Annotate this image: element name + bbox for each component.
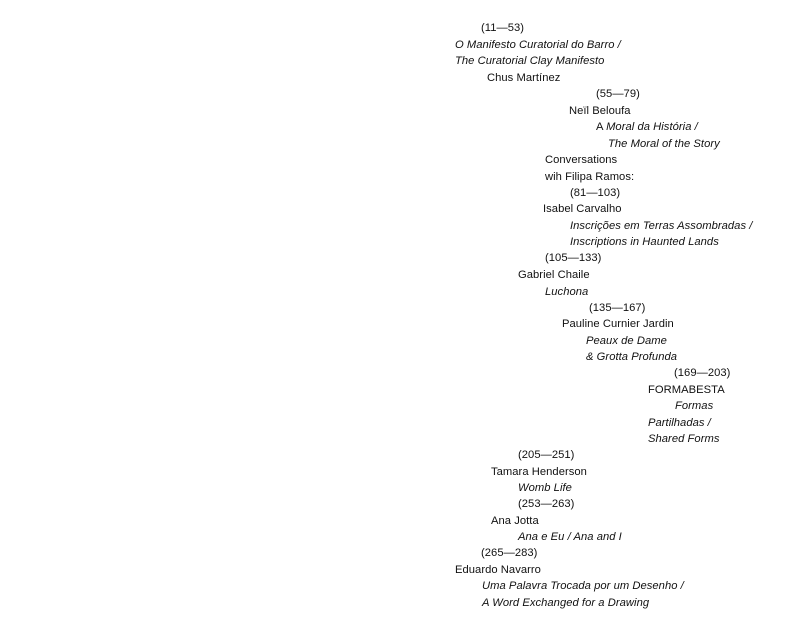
title-line: The Moral of the Story [608, 138, 720, 150]
title-line [596, 120, 698, 134]
page-range: (265—283) [481, 547, 538, 559]
title-line: Womb Life [518, 482, 572, 494]
author-name: Gabriel Chaile [518, 269, 590, 281]
title-text: Moral da História / [606, 121, 698, 133]
author-name: Tamara Henderson [491, 466, 587, 478]
page-range: (169—203) [674, 367, 731, 379]
author-name: Isabel Carvalho [543, 203, 622, 215]
title-line: Formas [675, 400, 714, 412]
note-line: wih Filipa Ramos: [545, 171, 635, 183]
author-name: Neïl Beloufa [569, 105, 631, 117]
title-line: Uma Palavra Trocada por um Desenho / [482, 580, 684, 592]
title-line: & Grotta Profunda [586, 351, 678, 363]
title-line: Inscriptions in Haunted Lands [570, 236, 719, 248]
page-range: (253—263) [518, 498, 575, 510]
title-line: Partilhadas / [648, 417, 711, 429]
author-name: Chus Martínez [487, 72, 561, 84]
author-name: Ana Jotta [491, 515, 539, 527]
title-line: A Word Exchanged for a Drawing [482, 597, 650, 609]
author-name: Eduardo Navarro [455, 564, 541, 576]
title-line: Inscrições em Terras Assombradas / [570, 220, 753, 232]
page-range: (105—133) [545, 252, 602, 264]
title-prefix: A [596, 121, 607, 133]
title-line: Ana e Eu / Ana and I [518, 531, 622, 543]
page-range: (205—251) [518, 449, 575, 461]
page-range: (11—53) [481, 22, 525, 34]
page-range: (135—167) [589, 302, 646, 314]
title-line: The Curatorial Clay Manifesto [455, 55, 605, 67]
title-line: Luchona [545, 286, 589, 298]
page-range: (81—103) [570, 187, 621, 199]
page-range: (55—79) [596, 88, 640, 100]
title-line: Peaux de Dame [586, 335, 667, 347]
author-name: Pauline Curnier Jardin [562, 318, 674, 330]
title-line: O Manifesto Curatorial do Barro / [455, 39, 621, 51]
title-line: Shared Forms [648, 433, 720, 445]
author-name: FORMABESTA [648, 384, 725, 396]
note-line: Conversations [545, 154, 618, 166]
